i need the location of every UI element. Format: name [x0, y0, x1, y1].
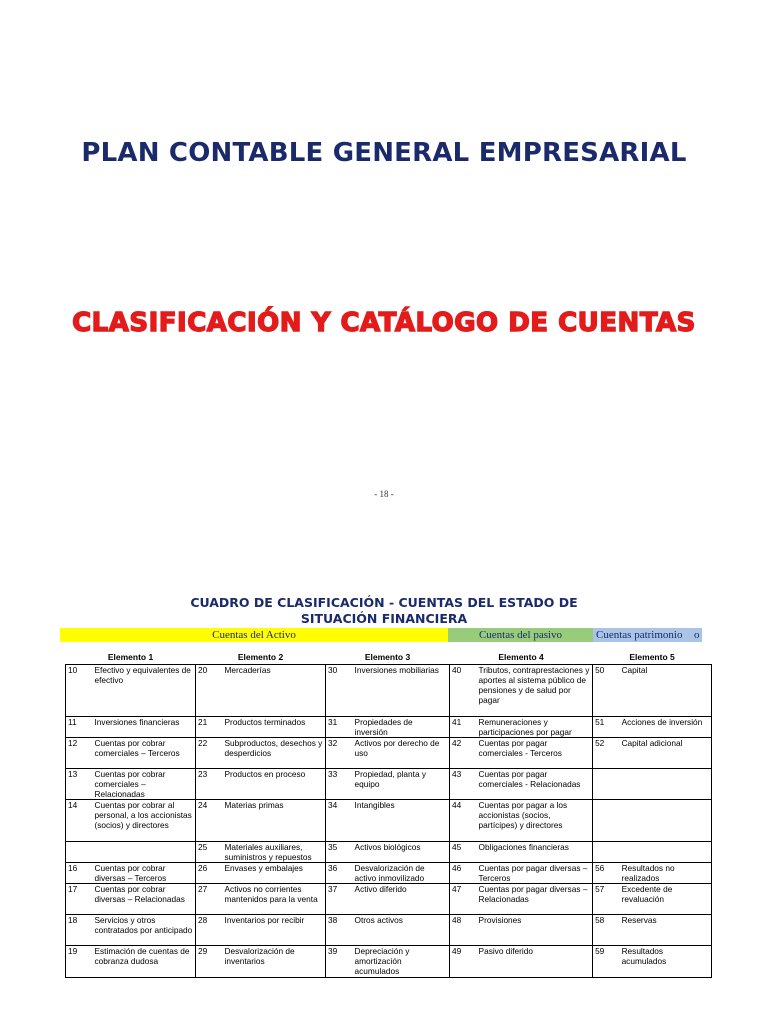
- account-name: Cuentas por cobrar comerciales – Terceros: [93, 738, 196, 769]
- account-name: Cuentas por pagar diversas – Terceros: [477, 863, 593, 884]
- table-row: [66, 665, 712, 717]
- account-code: [593, 769, 620, 800]
- account-code: 59: [593, 946, 620, 978]
- account-code: 18: [66, 915, 93, 946]
- account-name: Resultados acumulados: [620, 946, 712, 978]
- account-name: Cuentas por cobrar diversas – Relacionadas: [93, 884, 196, 915]
- table-row: [66, 738, 712, 769]
- page-number: - 18 -: [374, 489, 394, 499]
- account-name: Cuentas por cobrar diversas – Terceros: [93, 863, 196, 884]
- table-row: [66, 915, 712, 946]
- account-code: 21: [196, 717, 223, 738]
- account-name: [620, 769, 712, 800]
- account-code: 52: [593, 738, 620, 769]
- account-code: 28: [196, 915, 223, 946]
- account-code: 17: [66, 884, 93, 915]
- account-name: Depreciación y amortización acumulados: [353, 946, 450, 978]
- account-name: Propiedad, planta y equipo: [353, 769, 450, 800]
- account-code: 58: [593, 915, 620, 946]
- account-code: 19: [66, 946, 93, 978]
- accounts-table-body: [66, 665, 712, 978]
- account-name: Pasivo diferido: [477, 946, 593, 978]
- account-code: 30: [326, 665, 353, 717]
- element-header: Elemento 5: [629, 652, 675, 662]
- account-code: 49: [450, 946, 477, 978]
- element-header: Elemento 1: [107, 652, 154, 662]
- account-code: 48: [450, 915, 477, 946]
- account-code: 11: [66, 717, 93, 738]
- account-code: [593, 842, 620, 863]
- account-name: Materias primas: [223, 800, 326, 842]
- account-code: 50: [593, 665, 620, 717]
- account-name: Capital: [620, 665, 712, 717]
- element-header: Elemento 3: [364, 652, 411, 662]
- table-row: [66, 717, 712, 738]
- table-row: [66, 884, 712, 915]
- account-code: 23: [196, 769, 223, 800]
- account-code: 47: [450, 884, 477, 915]
- account-name: Inventarios por recibir: [223, 915, 326, 946]
- account-name: Provisiones: [477, 915, 593, 946]
- account-code: 27: [196, 884, 223, 915]
- account-name: Mercaderías: [223, 665, 326, 717]
- classification-table-title: [160, 595, 608, 627]
- account-code: 43: [450, 769, 477, 800]
- account-code: 36: [326, 863, 353, 884]
- account-code: 34: [326, 800, 353, 842]
- account-code: 45: [450, 842, 477, 863]
- account-code: 20: [196, 665, 223, 717]
- account-name: Cuentas por pagar a los accionistas (socios, partícipes) y directores: [477, 800, 593, 842]
- document-subtitle: CLASIFICACIÓN Y CATÁLOGO DE CUENTAS: [72, 308, 696, 338]
- account-code: 13: [66, 769, 93, 800]
- account-code: 35: [326, 842, 353, 863]
- element-header: Elemento 4: [498, 652, 544, 662]
- account-code: 14: [66, 800, 93, 842]
- account-name: Inversiones financieras: [93, 717, 196, 738]
- account-code: 40: [450, 665, 477, 717]
- account-code: 56: [593, 863, 620, 884]
- account-code: 29: [196, 946, 223, 978]
- account-name: Desvalorización de inventarios: [223, 946, 326, 978]
- account-name: Subproductos, desechos y desperdicios: [223, 738, 326, 769]
- table-row: [66, 863, 712, 884]
- account-name: Productos en proceso: [223, 769, 326, 800]
- account-code: 46: [450, 863, 477, 884]
- account-name: Estimación de cuentas de cobranza dudosa: [93, 946, 196, 978]
- account-name: Acciones de inversión: [620, 717, 712, 738]
- document-title: PLAN CONTABLE GENERAL EMPRESARIAL: [81, 138, 687, 168]
- account-code: 37: [326, 884, 353, 915]
- account-name: Activos biológicos: [353, 842, 450, 863]
- account-name: Propiedades de inversión: [353, 717, 450, 738]
- account-name: Remuneraciones y participaciones por pagar: [477, 717, 593, 738]
- account-name: Envases y embalajes: [223, 863, 326, 884]
- account-name: Inversiones mobiliarias: [353, 665, 450, 717]
- account-code: 24: [196, 800, 223, 842]
- classification-title-line-2: SITUACIÓN FINANCIERA: [300, 611, 468, 626]
- table-row: [66, 769, 712, 800]
- account-code: 26: [196, 863, 223, 884]
- account-code: 42: [450, 738, 477, 769]
- account-name: Cuentas por pagar comerciales - Relacionadas: [477, 769, 593, 800]
- account-name: Activos no corrientes mantenidos para la venta: [223, 884, 326, 915]
- account-code: 57: [593, 884, 620, 915]
- band-patrimonio: Cuentas patrimonio: [593, 628, 702, 642]
- account-name: [620, 800, 712, 842]
- account-code: 44: [450, 800, 477, 842]
- table-row: [66, 946, 712, 978]
- account-name: Servicios y otros contratados por anticipado: [93, 915, 196, 946]
- account-name: Activo diferido: [353, 884, 450, 915]
- account-name: Obligaciones financieras: [477, 842, 593, 863]
- account-name: Cuentas por pagar comerciales - Terceros: [477, 738, 593, 769]
- account-code: [66, 842, 93, 863]
- account-name: Desvalorización de activo inmovilizado: [353, 863, 450, 884]
- account-name: Reservas: [620, 915, 712, 946]
- element-header: Elemento 2: [237, 652, 284, 662]
- account-code: 39: [326, 946, 353, 978]
- account-name: Resultados no realizados: [620, 863, 712, 884]
- account-name: Productos terminados: [223, 717, 326, 738]
- table-row: [66, 842, 712, 863]
- account-name: Cuentas por cobrar comerciales – Relacionadas: [93, 769, 196, 800]
- account-name: Materiales auxiliares, suministros y repuestos: [223, 842, 326, 863]
- account-code: 32: [326, 738, 353, 769]
- account-name: Otros activos: [353, 915, 450, 946]
- account-code: 16: [66, 863, 93, 884]
- classification-title-line-1: CUADRO DE CLASIFICACIÓN - CUENTAS DEL ESTADO DE: [190, 595, 578, 610]
- account-name: Activos por derecho de uso: [353, 738, 450, 769]
- account-name: Cuentas por pagar diversas – Relacionadas: [477, 884, 593, 915]
- account-code: 51: [593, 717, 620, 738]
- account-code: 10: [66, 665, 93, 717]
- account-code: 41: [450, 717, 477, 738]
- element-header-row: [66, 650, 712, 665]
- accounts-table: [65, 650, 712, 978]
- account-name: [93, 842, 196, 863]
- table-row: [66, 800, 712, 842]
- account-name: Excedente de revaluación: [620, 884, 712, 915]
- band-activo: Cuentas del Activo: [60, 628, 448, 642]
- account-name: Tributos, contraprestaciones y aportes al sistema público de pensiones y de salud por pagar: [477, 665, 593, 717]
- account-code: 38: [326, 915, 353, 946]
- account-name: Intangibles: [353, 800, 450, 842]
- band-overflow-text: o: [694, 629, 700, 641]
- account-name: Capital adicional: [620, 738, 712, 769]
- account-name: Efectivo y equivalentes de efectivo: [93, 665, 196, 717]
- account-name: [620, 842, 712, 863]
- band-pasivo: Cuentas del pasivo: [448, 628, 593, 642]
- account-name: Cuentas por cobrar al personal, a los accionistas (socios) y directores: [93, 800, 196, 842]
- account-code: [593, 800, 620, 842]
- account-code: 22: [196, 738, 223, 769]
- account-code: 25: [196, 842, 223, 863]
- account-code: 33: [326, 769, 353, 800]
- account-code: 31: [326, 717, 353, 738]
- account-code: 12: [66, 738, 93, 769]
